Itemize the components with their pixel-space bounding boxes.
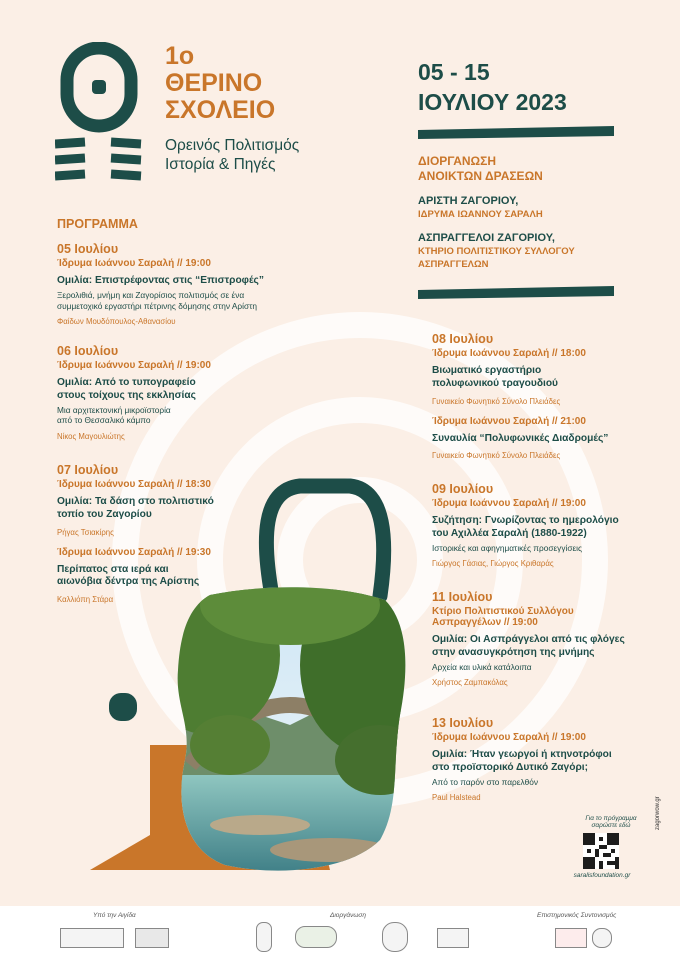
place1-venue: ΙΔΡΥΜΑ ΙΩΑΝΝΟΥ ΣΑΡΑΛΗ: [418, 209, 543, 220]
event-subtitle: συμμετοχικό εργαστήρι πέτρινης δόμησης στην Αρίστη: [57, 300, 257, 311]
organizers-label: Διοργάνωση: [330, 912, 366, 919]
event-title: Ομιλία: Ήταν γεωργοί ή κτηνοτρόφοι: [432, 749, 612, 760]
title-line-2: ΣΧΟΛΕΙΟ: [165, 96, 276, 124]
event-subtitle: από το Θεσσαλικό κάμπο: [57, 415, 151, 426]
place2-venue-1: ΚΤΗΡΙΟ ΠΟΛΙΤΙΣΤΙΚΟΥ ΣΥΛΛΟΓΟΥ: [418, 246, 575, 257]
event-date: 08 Ιουλίου: [432, 332, 494, 346]
event-subtitle: Αρχεία και υλικά κατάλοιπα: [432, 661, 532, 672]
event-speaker: Γιώργος Γάσιας, Γιώργος Κριθαράς: [432, 559, 554, 569]
event-date: 09 Ιουλίου: [432, 482, 494, 496]
patronage-label: Υπό την Αιγίδα: [93, 912, 136, 919]
teal-dot: [109, 693, 137, 721]
event-date: 05 Ιουλίου: [57, 242, 119, 256]
event-jul-13: [432, 716, 667, 802]
event-speaker: Γυναικείο Φωνητικό Σύνολο Πλειάδες: [432, 451, 561, 461]
event-speaker: Paul Halstead: [432, 793, 481, 803]
event-subtitle: Μια αρχιτεκτονική μικροϊστορία: [57, 404, 171, 415]
divider-mid: [418, 286, 614, 300]
event-speaker: Χρήστος Ζαμπακόλας: [432, 678, 508, 688]
place2-venue-2: ΑΣΠΡΑΓΓΕΛΩΝ: [418, 259, 489, 270]
event-date: 07 Ιουλίου: [57, 463, 119, 477]
event-subtitle: Από το παρόν στο παρελθόν: [432, 776, 538, 787]
place1-title: ΑΡΙΣΤΗ ΖΑΓΟΡΙΟΥ,: [418, 195, 519, 207]
event-venue: Ίδρυμα Ιωάννου Σαραλή // 18:30: [57, 479, 211, 490]
program-heading: ΠΡΟΓΡΑΜΜΑ: [57, 217, 138, 231]
icac-logo-icon: [555, 928, 587, 948]
event-title: πολυφωνικού τραγουδιού: [432, 377, 558, 389]
qr-caption-2: σαρώστε εδώ: [591, 822, 631, 829]
footer: [0, 906, 680, 960]
association-logo-icon: [382, 922, 408, 952]
title-line-1: ΘΕΡΙΝΟ: [165, 69, 263, 97]
event-title: Ομιλία: Από το τυπογραφείο: [57, 377, 196, 388]
qr-caption-1: Για το πρόγραμμα: [585, 815, 637, 822]
landscape-photo: [170, 585, 415, 875]
municipality-logo-icon: [295, 926, 337, 948]
scientific-label: Επιστημονικός Συντονισμός: [537, 912, 617, 919]
event-subtitle: Ιστορικές και αφηγηματικές προσεγγίσεις: [432, 542, 582, 553]
event-title: Ομιλία: Τα δάση στο πολιτιστικό: [57, 496, 214, 507]
event-title: στους τοίχους της εκκλησίας: [57, 389, 196, 401]
dates-line-1: 05 - 15: [418, 59, 490, 85]
event-jul-11: [432, 590, 667, 687]
culture-logo-icon: [437, 928, 469, 948]
event-venue: Ίδρυμα Ιωάννου Σαραλή // 21:00: [432, 415, 586, 427]
place2-title: ΑΣΠΡΑΓΓΕΛΟΙ ΖΑΓΟΡΙΟΥ,: [418, 232, 555, 244]
event-venue: Ίδρυμα Ιωάννου Σαραλή // 19:00: [57, 258, 211, 269]
event-title: αιωνόβια δέντρα της Αρίστης: [57, 576, 200, 588]
event-title: Περίπατος στα ιερά και: [57, 563, 169, 575]
event-speaker: Καλλιόπη Στάρα: [57, 595, 114, 604]
event-jul-06: [57, 344, 327, 441]
event-date: 13 Ιουλίου: [432, 716, 494, 730]
event-speaker: Φαίδων Μουδόπουλος-Αθανασίου: [57, 317, 176, 327]
event-venue: Ίδρυμα Ιωάννου Σαραλή // 19:00: [57, 360, 211, 371]
event-title: στο προϊστορικό Δυτικό Ζαγόρι;: [432, 761, 588, 773]
side-credit: zagorwow.gr: [655, 796, 661, 830]
event-date: 06 Ιουλίου: [57, 344, 119, 358]
event-title: Ομιλία: Οι Ασπράγγελοι από τις φλόγες: [432, 634, 625, 645]
event-title: του Αχιλλέα Σαραλή (1880-1922): [432, 527, 587, 539]
event-title: Συζήτηση: Γνωρίζοντας το ημερολόγιο: [432, 515, 619, 526]
qr-code[interactable]: [583, 833, 619, 869]
ministry-logo-icon: [60, 928, 124, 948]
event-date: 11 Ιουλίου: [432, 590, 493, 604]
event-jul-09: [432, 482, 667, 568]
org-heading-2: ΑΝΟΙΚΤΩΝ ΔΡΑΣΕΩΝ: [418, 169, 543, 183]
school-logo-icon: [55, 42, 145, 192]
subtitle-line-1: Ορεινός Πολιτισμός: [165, 137, 300, 154]
patron-logo-icon: [135, 928, 169, 948]
event-speaker: Ρήγας Τσιακίρης: [57, 527, 114, 537]
event-title: Ομιλία: Επιστρέφοντας στις “Επιστροφές”: [57, 275, 264, 286]
event-speaker: Γυναικείο Φωνητικό Σύνολο Πλειάδες: [432, 396, 561, 406]
event-title: Συναυλία “Πολυφωνικές Διαδρομές”: [432, 432, 609, 444]
event-jul-08: [432, 332, 667, 460]
event-title: στην ανασυγκρότηση της μνήμης: [432, 646, 595, 658]
event-speaker: Νίκος Μαγουλιώτης: [57, 432, 125, 442]
event-venue: Ασπραγγέλων // 19:00: [432, 617, 538, 628]
event-venue: Ίδρυμα Ιωάννου Σαραλή // 19:00: [432, 732, 586, 743]
event-subtitle: Ξερολιθιά, μνήμη και Ζαγορίσιος πολιτισμός σε ένα: [57, 289, 245, 300]
edition-label: 1ο: [165, 42, 195, 70]
event-title: Βιωματικό εργαστήριο: [432, 365, 542, 376]
event-venue: Ίδρυμα Ιωάννου Σαραλή // 19:00: [432, 498, 586, 509]
event-venue: Ίδρυμα Ιωάννου Σαραλή // 19:30: [57, 546, 211, 558]
org-heading-1: ΔΙΟΡΓΑΝΩΣΗ: [418, 154, 497, 168]
university-logo-icon: [592, 928, 612, 948]
foundation-logo-icon: [256, 922, 272, 952]
subtitle-line-2: Ιστορία & Πηγές: [165, 156, 276, 173]
qr-url[interactable]: saralisfoundation.gr: [573, 872, 631, 879]
divider-top: [418, 126, 614, 140]
event-venue: Κτίριο Πολιτιστικού Συλλόγου: [432, 606, 574, 617]
event-jul-05: [57, 242, 327, 326]
event-jul-07: [57, 463, 327, 604]
dates-line-2: ΙΟΥΛΙΟΥ 2023: [418, 89, 567, 115]
event-venue: Ίδρυμα Ιωάννου Σαραλή // 18:00: [432, 348, 586, 359]
event-title: τοπίο του Ζαγορίου: [57, 508, 152, 520]
